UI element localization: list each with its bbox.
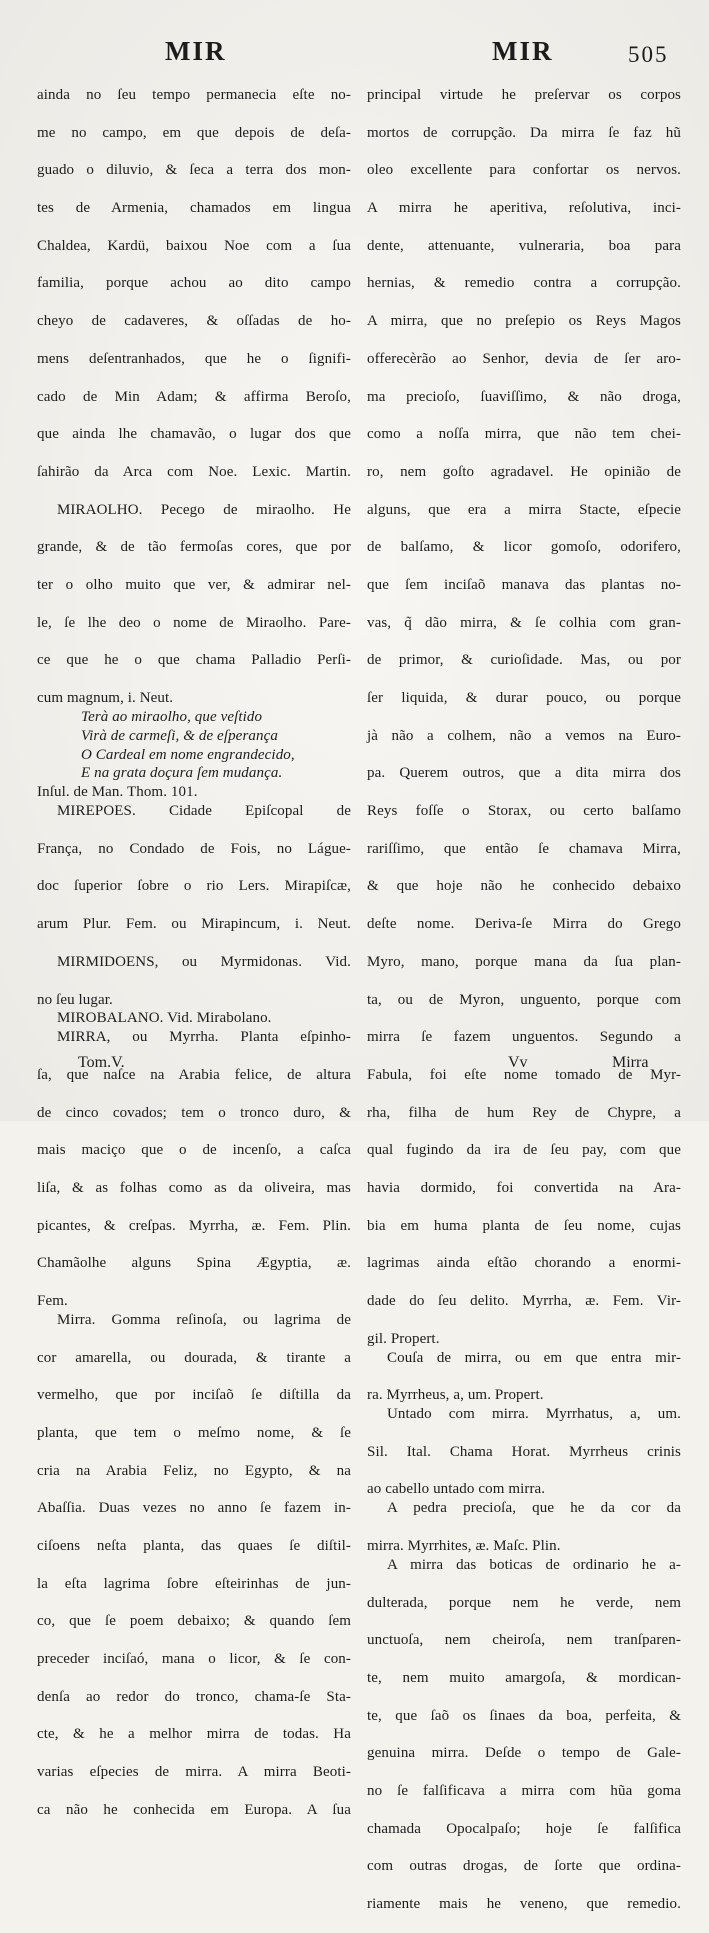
volume-mark: Tom.V. [78, 1054, 125, 1071]
text-line: Terà ao miraolho, que veſtido [81, 708, 263, 725]
text-line: varias eſpecies de mirra. A mirra Beoti- [37, 1764, 351, 1781]
text-line: liſa, & as folhas como as da oliveira, mas [37, 1179, 351, 1196]
text-line: ra. Myrrheus, a, um. Propert. [367, 1387, 544, 1404]
text-line: ciſoens neſta planta, das quaes ſe diſtil- [37, 1537, 351, 1554]
text-line: Untado com mirra. Myrrhatus, a, um. [387, 1406, 681, 1423]
text-line: bia em huma planta de ſeu nome, cujas [367, 1217, 681, 1234]
text-line: la eſta lagrima ſobre eſteirinhas de jun- [37, 1575, 351, 1592]
text-line: ſa, que naſce na Arabia felice, de altura [37, 1066, 351, 1083]
text-line: ter o olho muito que ver, & admirar nel- [37, 576, 351, 593]
text-line: MIRMIDOENS, ou Myrmidonas. Vid. [57, 953, 351, 970]
running-head-left: MIR [165, 36, 227, 66]
text-line: de balſamo, & licor gomoſo, odorifero, [367, 539, 681, 556]
text-line: Mirra. Gomma reſinoſa, ou lagrima de [57, 1311, 351, 1328]
text-line: denſa ao redor do tronco, chama-ſe Sta- [37, 1688, 351, 1705]
text-line: & que hoje não he conhecido debaixo [367, 878, 681, 895]
page-footer [0, 1054, 709, 1080]
text-line: lagrimas ainda eſtão chorando a enormi- [367, 1255, 681, 1272]
text-line: genuina mirra. Deſde o tempo de Gale- [367, 1745, 681, 1762]
text-line: França, no Condado de Fois, no Lágue- [37, 840, 351, 857]
text-line: planta, que tem o meſmo nome, & ſe [37, 1424, 351, 1441]
running-head-right: MIR [492, 36, 554, 66]
text-line: Virà de carmeſi, & de eſperança [81, 727, 278, 744]
text-line: Fabula, foi eſte nome tomado de Myr- [367, 1066, 681, 1083]
text-line: cte, & he a melhor mirra de todas. Ha [37, 1726, 351, 1743]
text-line: pa. Querem outros, que a dita mirra dos [367, 765, 681, 782]
text-line: mais maciço que o de incenſo, a caſca [37, 1142, 351, 1159]
text-line: guado o diluvio, & ſeca a terra dos mon- [37, 162, 351, 179]
text-line: unctuoſa, nem cheiroſa, nem tranſparen- [367, 1632, 681, 1649]
text-line: MIROBALANO. Vid. Mirabolano. [57, 1010, 272, 1027]
text-line: principal virtude he preſervar os corpos [367, 87, 681, 103]
text-line: gil. Propert. [367, 1330, 440, 1347]
text-line: ao cabello untado com mirra. [367, 1481, 546, 1498]
text-line: Fem. [37, 1293, 68, 1309]
text-line: arum Plur. Fem. ou Mirapincum, i. Neut. [37, 916, 351, 933]
text-line: de cinco covados; tem o tronco duro, & [37, 1104, 351, 1121]
text-line: ro, nem goſto agradavel. He opinião de [367, 463, 681, 480]
text-line: ta, ou de Myron, unguento, porque com [367, 991, 681, 1008]
text-line: rariſſimo, que então ſe chamava Mirra, [367, 840, 681, 857]
text-line: me no campo, em que depois de deſa- [37, 124, 351, 141]
text-line: de primor, & curioſidade. Mas, ou por [367, 652, 681, 669]
text-line: MIRRA, ou Myrrha. Planta eſpinho- [57, 1029, 351, 1046]
text-line: com outras drogas, de ſorte que ordina- [367, 1858, 681, 1875]
page-number: 505 [628, 42, 669, 67]
text-line: A mirra das boticas de ordinario he a- [387, 1556, 681, 1573]
text-line: cado de Min Adam; & affirma Beroſo, [37, 388, 351, 405]
text-line: havia dormido, foi convertida na Ara- [367, 1179, 681, 1196]
text-line: tes de Armenia, chamados em lingua [37, 200, 351, 217]
text-line: preceder inciſaó, mana o licor, & ſe con- [37, 1651, 351, 1668]
text-line: no ſeu lugar. [37, 991, 113, 1008]
text-line: que ſem inciſaõ manava das plantas no- [367, 576, 681, 593]
text-line: mirra ſe fazem unguentos. Segundo a [367, 1029, 681, 1046]
text-line: ca não he conhecida em Europa. A ſua [37, 1801, 351, 1818]
text-line: Reys foſſe o Storax, ou certo balſamo [367, 803, 681, 820]
text-line: dente, attenuante, vulneraria, boa para [367, 237, 681, 254]
text-line: A mirra he aperitiva, reſolutiva, inci- [367, 200, 681, 217]
text-line: cheyo de cadaveres, & oſſadas de ho- [37, 313, 351, 330]
text-line: familia, porque achou ao dito campo [37, 275, 351, 292]
text-line: qual fugindo da ira de ſeu pay, com que [367, 1142, 681, 1159]
text-line: picantes, & creſpas. Myrrha, æ. Fem. Plin. [37, 1217, 351, 1234]
text-line: jà não a colhem, não a vemos na Euro- [367, 727, 681, 744]
text-line: chamada Opocalpaſo; hoje ſe falſifica [367, 1820, 681, 1837]
text-line: E na grata doçura ſem mudança. [81, 765, 283, 782]
running-head [0, 36, 709, 70]
text-line: A pedra precioſa, que he da cor da [387, 1500, 681, 1517]
text-line: co, que ſe poem debaixo; & quando ſem [37, 1613, 351, 1630]
text-line: offerecèrão ao Senhor, devia de ſer aro- [367, 350, 681, 367]
text-column-right [367, 86, 681, 1933]
text-line: cor amarella, ou dourada, & tirante a [37, 1349, 351, 1366]
text-line: dade do ſeu delito. Myrrha, æ. Fem. Vir- [367, 1293, 681, 1309]
text-line: dulterada, porque nem he verde, nem [367, 1594, 681, 1611]
text-line: Abaſſia. Duas vezes no anno ſe fazem in- [37, 1500, 351, 1517]
text-line: A mirra, que no preſepio os Reys Magos [367, 313, 681, 330]
text-line: que ainda lhe chamavão, o lugar dos que [37, 426, 351, 443]
text-line: mortos de corrupção. Da mirra ſe faz hũ [367, 124, 681, 141]
text-line: Inſul. de Man. Thom. 101. [37, 784, 198, 801]
text-line: deſte nome. Deriva-ſe Mirra do Grego [367, 916, 681, 933]
text-column-left [37, 86, 351, 1838]
text-line: le, ſe lhe deo o nome de Miraolho. Pare- [37, 614, 351, 631]
text-line: ma precioſo, ſuaviſſimo, & não droga, [367, 388, 681, 405]
text-line: vas, q̃ dão mirra, & ſe colhia com gran- [367, 614, 681, 631]
text-line: como a noſſa mirra, que não tem chei- [367, 426, 681, 443]
text-line: O Cardeal em nome engrandecido, [81, 746, 295, 763]
text-line: alguns, que era a mirra Stacte, eſpecie [367, 501, 681, 518]
text-line: Myro, mano, porque mana da ſua plan- [367, 953, 681, 970]
text-line: Chamãolhe alguns Spina Ægyptia, æ. [37, 1255, 351, 1272]
text-line: cum magnum, i. Neut. [37, 690, 174, 706]
text-line: ſahirão da Arca com Noe. Lexic. Martin. [37, 463, 351, 480]
text-line: vermelho, que por inciſaõ ſe diſtilla da [37, 1387, 351, 1404]
text-line: te, que ſaõ os ſinaes da boa, perfeita, & [367, 1707, 681, 1724]
text-line: hernias, & remedio contra a corrupção. [367, 275, 681, 292]
text-line: Chaldea, Kardü, baixou Noe com a ſua [37, 237, 351, 254]
text-line: ce que he o que chama Palladio Perſi- [37, 652, 351, 669]
text-line: mens deſentranhados, que he o ſignifi- [37, 350, 351, 367]
text-line: te, nem muito amargoſa, & mordican- [367, 1669, 681, 1686]
text-line: mirra. Myrrhites, æ. Maſc. Plin. [367, 1537, 561, 1554]
catchword: Mirra [612, 1054, 649, 1071]
text-line: riamente mais he veneno, que remedio. [367, 1896, 681, 1912]
text-line: MIRAOLHO. Pecego de miraolho. He [57, 501, 351, 518]
text-line: rha, filha de hum Rey de Chypre, a [367, 1104, 681, 1121]
text-line: ainda no ſeu tempo permanecia eſte no- [37, 87, 351, 103]
text-line: grande, & de tão fermoſas cores, que por [37, 539, 351, 556]
text-line: MIREPOES. Cidade Epiſcopal de [57, 803, 351, 820]
text-line: ſer liquida, & durar pouco, ou porque [367, 690, 681, 706]
text-line: oleo excellente para confortar os nervos. [367, 162, 681, 179]
text-line: doc ſuperior ſobre o rio Lers. Mirapiſcæ, [37, 878, 351, 895]
text-line: no ſe falſificava a mirra com hũa goma [367, 1782, 681, 1799]
text-line: Couſa de mirra, ou em que entra mir- [387, 1349, 681, 1366]
text-line: cria na Arabia Feliz, no Egypto, & na [37, 1462, 351, 1479]
text-line: Sil. Ital. Chama Horat. Myrrheus crinis [367, 1443, 681, 1460]
signature-mark: Vv [508, 1054, 528, 1071]
